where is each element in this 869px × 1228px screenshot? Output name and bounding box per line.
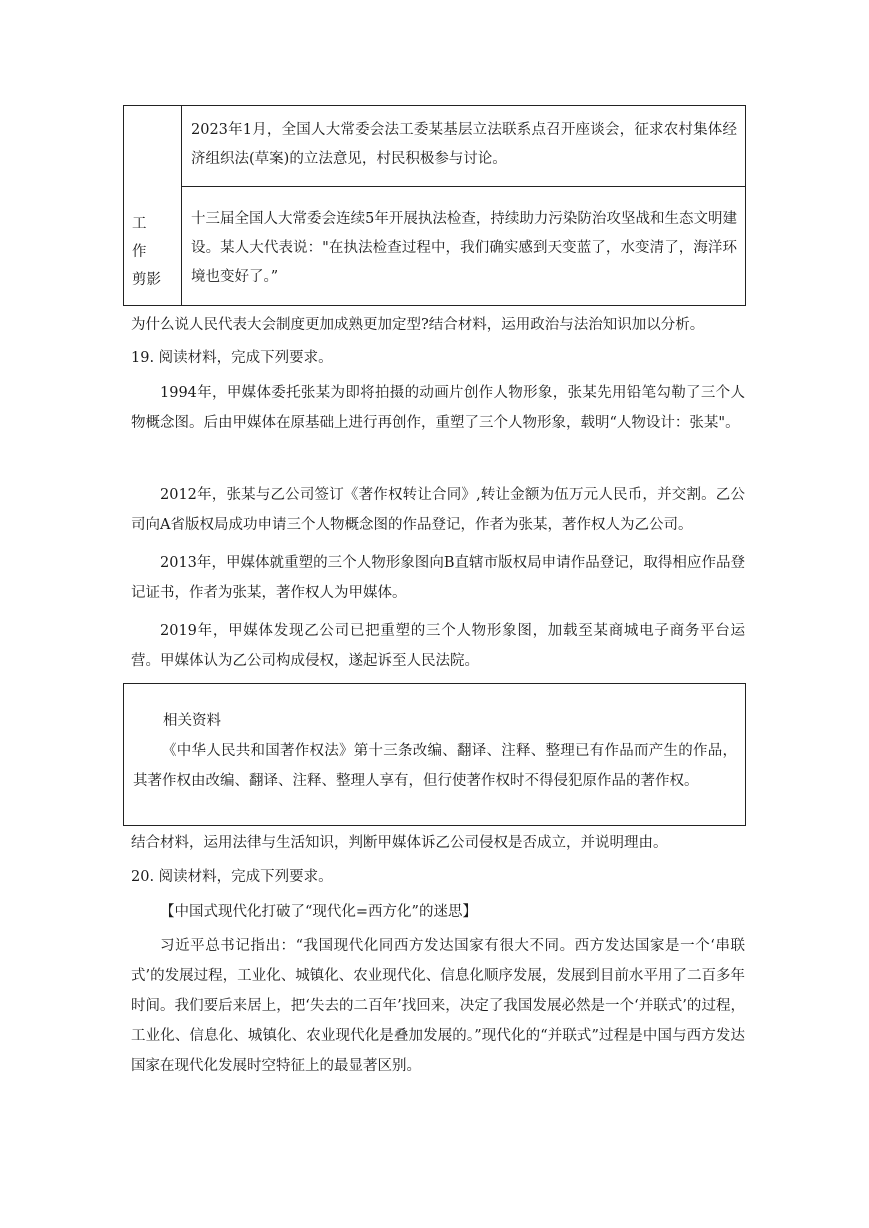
q19-heading: 19. 阅读材料，完成下列要求。 <box>131 350 333 366</box>
work-snapshot-table <box>123 105 746 306</box>
table-label-cell <box>124 106 182 305</box>
q20-paragraph: 习近平总书记指出：“我国现代化同西方发达国家有很大不同。西方发达国家是一个‘串联式’的发展过程，工业化、城镇化、农业现代化、信息化顺序发展，发展到目前水平用了二百多年时间。我们要后来居上，把‘失去的二百年’找回来，决定了我国发展必然是一个‘并联式’的过程，工业化、信息化、城镇化、农业现代化是叠加发展的。”现代化的“并联式”过程是中国与西方发达国家在现代化发展时空特征上的最显著区别。 <box>131 938 745 1074</box>
q18-question: 为什么说人民代表大会制度更加成熟更加定型?结合材料，运用政治与法治知识加以分析。 <box>131 317 705 333</box>
q19-question: 结合材料，运用法律与生活知识，判断甲媒体诉乙公司侵权是否成立，并说明理由。 <box>131 835 668 851</box>
related-materials-title: 相关资料 <box>163 713 221 729</box>
q20-subtitle: 【中国式现代化打破了“现代化=西方化”的迷思】 <box>160 904 477 920</box>
table-label-line1: 工作 <box>132 216 165 260</box>
related-materials-box <box>123 683 746 826</box>
related-materials-text: 《中华人民共和国著作权法》第十三条改编、翻译、注释、整理已有作品而产生的作品，其著作权由改编、翻译、注释、整理人享有，但行使著作权时不得侵犯原作品的著作权。 <box>133 743 737 789</box>
table-label-line2: 剪影 <box>132 272 161 288</box>
table-row-1-text: 2023年1月，全国人大常委会法工委某基层立法联系点召开座谈会，征求农村集体经济组织法(草案)的立法意见，村民积极参与讨论。 <box>191 122 737 167</box>
q19-paragraph-3: 2013年，甲媒体就重塑的三个人物形象图向B直辖市版权局申请作品登记，取得相应作品登记证书，作者为张某，著作权人为甲媒体。 <box>131 555 745 601</box>
table-row-1 <box>182 106 745 187</box>
table-row-2-text: 十三届全国人大常委会连续5年开展执法检查，持续助力污染防治攻坚战和生态文明建设。某人大代表说："在执法检查过程中，我们确实感到天变蓝了，水变清了，海洋环境也变好了。” <box>191 211 737 285</box>
table-label <box>132 210 176 294</box>
q20-heading: 20. 阅读材料，完成下列要求。 <box>131 869 333 885</box>
q19-paragraph-1: 1994年，甲媒体委托张某为即将拍摄的动画片创作人物形象，张某先用铅笔勾勒了三个人物概念图。后由甲媒体在原基础上进行再创作，重塑了三个人物形象，载明“人物设计：张某"。 <box>131 385 745 431</box>
q19-paragraph-2: 2012年，张某与乙公司签订《著作权转让合同》,转让金额为伍万元人民币，并交割。乙公司向A省版权局成功申请三个人物概念图的作品登记，作者为张某，著作权人为乙公司。 <box>131 487 745 533</box>
table-row-2 <box>182 187 745 305</box>
q19-paragraph-4: 2019年，甲媒体发现乙公司已把重塑的三个人物形象图，加载至某商城电子商务平台运营。甲媒体认为乙公司构成侵权，遂起诉至人民法院。 <box>131 623 745 669</box>
